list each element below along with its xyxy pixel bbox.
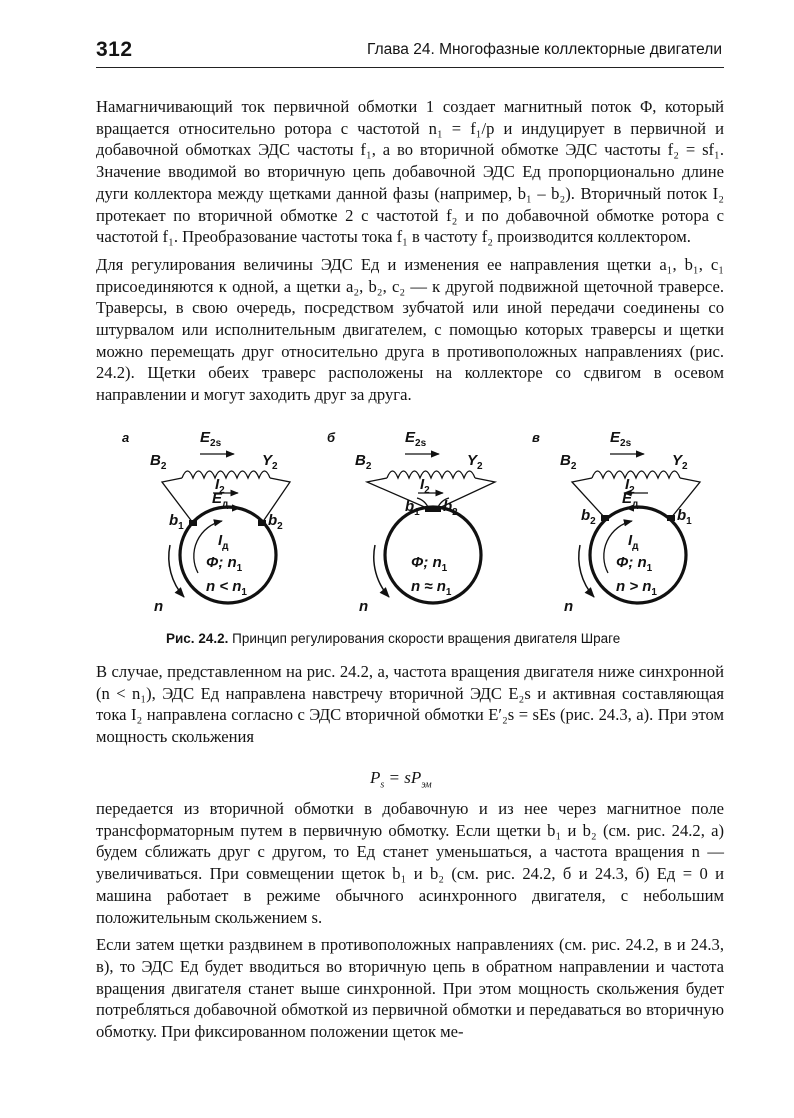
brush-label-left: $b_1$ — [169, 512, 184, 532]
e2s-label: $E_{2s}$ — [610, 429, 632, 449]
formula-rhs-sub: эм — [421, 779, 432, 791]
flux-label: Φ; $n_1$ — [616, 554, 653, 574]
text-block-middle — [96, 661, 724, 748]
figure-24-2 — [120, 420, 692, 630]
panel-letter: а — [122, 430, 130, 445]
brush-label-right: $b_1$ — [677, 507, 692, 527]
ed-label: $E_д$ — [622, 490, 639, 510]
e2s-label: $E_{2s}$ — [200, 429, 222, 449]
brush-left — [601, 515, 609, 521]
paragraph-2: Для регулирования величины ЭДС Eд и изменения ее направления щетки a₁, b₁, c₁ присоединяются к одной, а щетки a₂, b₂, c₂ — к другой подвижной щеточной траверсе. Траверсы, в свою очередь, посредством зубчатой или иной передачи соединены со штурвалом или исполнительным двигателем, с помощью которых траверсы и щетки можно перемещать друг относительно друга в противоположных направлениях (рис. 24.2). Щетки обеих траверс расположены на коллекторе со сдвигом в осевом направлении и могут заходить друг за друга. — [96, 254, 724, 405]
formula-eq: = sP — [384, 768, 422, 787]
paragraph-1: Намагничивающий ток первичной обмотки 1 создает магнитный поток Φ, который вращается относительно ротора с частотой n₁ = f₁/p и индуцирует в первичной и добавочной обмотках ЭДС частоты f₁, а во вторичной обмотке ЭДС частоты f₂ = sf₁. Значение вводимой во вторичную цепь добавочной ЭДС Eд пропорционально длине дуги коллектора между щетками данной фазы (например, b₁ – b₂). Вторичный поток I₂ протекает по вторичной обмотке 2 с частотой f₂ и по добавочной обмотке ротора с частотой f₁. Преобразование частоты тока f₁ в частоту f₂ производится коллектором. — [96, 97, 724, 247]
speed-relation: $n < n_1$ — [206, 578, 247, 598]
ed-label: $E_д$ — [212, 490, 229, 510]
figure-caption-label: Рис. 24.2. — [166, 631, 229, 646]
text-block-bottom — [96, 798, 724, 1043]
brush-right — [258, 520, 266, 526]
b2-label: $B_2$ — [560, 452, 577, 472]
rotation-label: n — [564, 598, 574, 615]
brush-left — [425, 506, 433, 512]
i2-label: $I_2$ — [215, 476, 225, 496]
b2-label: $B_2$ — [355, 452, 372, 472]
rotation-label: n — [359, 598, 369, 615]
id-label: $I_д$ — [218, 532, 229, 552]
flux-label: Φ; $n_1$ — [411, 554, 448, 574]
panel-letter: б — [327, 430, 336, 445]
formula-lhs: P — [370, 768, 381, 787]
brush-label-right: $b_2$ — [268, 512, 283, 532]
text-block-top — [96, 96, 724, 406]
flux-label: Φ; $n_1$ — [206, 554, 243, 574]
header-rule — [96, 67, 724, 68]
brush-label-right: $b_2$ — [443, 498, 458, 518]
brush-label-left: $b_2$ — [581, 507, 596, 527]
i2-label: $I_2$ — [420, 476, 430, 496]
brush-right — [667, 515, 675, 521]
speed-relation: $n \approx n_1$ — [411, 578, 452, 598]
secondary-winding — [387, 471, 475, 478]
secondary-winding — [182, 471, 270, 478]
figure-panel-2 — [327, 429, 495, 615]
slip-power-formula — [370, 768, 432, 790]
formula-lhs-sub: s — [380, 779, 385, 791]
brush-label-left: $b_1$ — [405, 498, 420, 518]
i2-label: $I_2$ — [625, 476, 635, 496]
page-number: 312 — [96, 38, 133, 61]
y2-label: $Y_2$ — [672, 452, 688, 472]
speed-relation: $n > n_1$ — [616, 578, 657, 598]
brush-right — [433, 506, 441, 512]
paragraph-3: В случае, представленном на рис. 24.2, а, частота вращения двигателя ниже синхронной (n < n₁), ЭДС Eд направлена навстречу вторичной ЭДС E₂s и активная составляющая тока I₂ направлена согласно с ЭДС вторичной обмотки E′₂s = sEs (рис. 24.3, а). При этом мощность скольжения — [96, 662, 724, 747]
secondary-winding — [592, 471, 680, 478]
id-label: $I_д$ — [628, 532, 639, 552]
paragraph-4: передается из вторичной обмотки в добавочную и из нее через магнитное поле трансформаторным путем в первичную обмотку. Если щетки b₁ и b₂ (см. рис. 24.2, а) будем сближать друг с другом, то Eд станет уменьшаться, а частота вращения n — увеличиваться. При совмещении щеток b₁ и b₂ (см. рис. 24.2, б и 24.3, б) Eд = 0 и машина работает в режиме обычного асинхронного двигателя, с небольшим положительным скольжением s. — [96, 799, 724, 927]
figure-panel-1 — [122, 429, 290, 615]
figure-caption-text: Принцип регулирования скорости вращения двигателя Шраге — [232, 631, 621, 646]
y2-label: $Y_2$ — [262, 452, 278, 472]
brush-left — [189, 520, 197, 526]
figure-caption — [166, 631, 620, 646]
figure-panel-3 — [532, 429, 700, 615]
chapter-title: Глава 24. Многофазные коллекторные двигатели — [367, 41, 722, 58]
paragraph-5: Если затем щетки раздвинем в противоположных направлениях (см. рис. 24.2, в и 24.3, в), то ЭДС Eд будет вводиться во вторичную цепь в обратном направлении и частота вращения двигателя станет выше синхронной. При этом мощность скольжения будет потребляться добавочной обмоткой из первичной обмотки и передаваться во вторичную обмотку. При фиксированном положении щеток ме- — [96, 935, 724, 1042]
e2s-label: $E_{2s}$ — [405, 429, 427, 449]
y2-label: $Y_2$ — [467, 452, 483, 472]
panel-letter: в — [532, 430, 540, 445]
rotation-label: n — [154, 598, 164, 615]
b2-label: $B_2$ — [150, 452, 167, 472]
